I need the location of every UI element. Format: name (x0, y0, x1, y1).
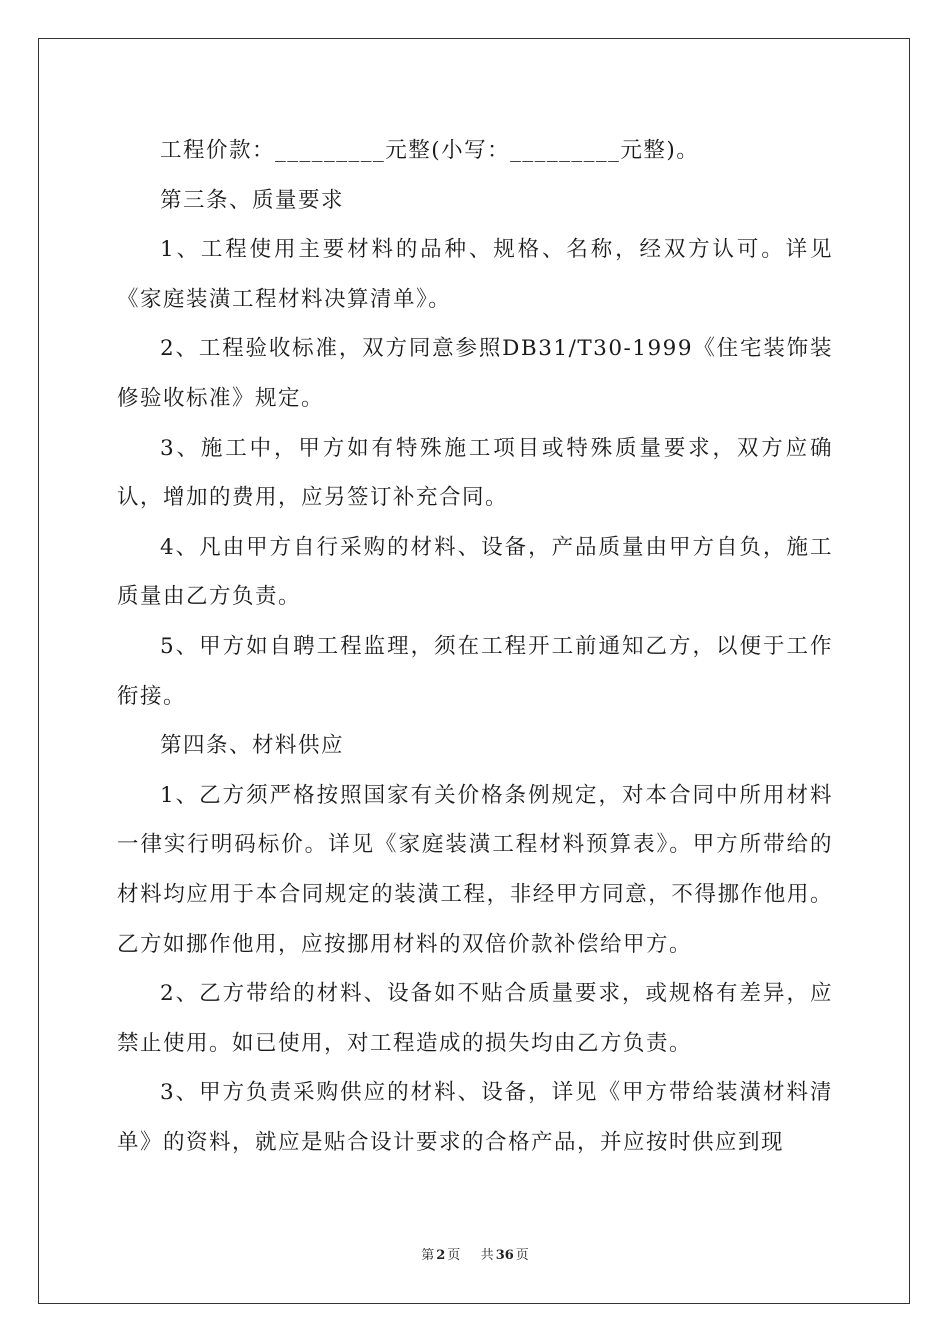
heading-article-3: 第三条、质量要求 (160, 187, 345, 213)
paragraph-3-1: 1、工程使用主要材料的品种、规格、名称，经双方认可。详见《家庭装潢工程材料决算清单》。 (117, 237, 833, 312)
paragraph-3-3: 3、施工中，甲方如有特殊施工项目或特殊质量要求，双方应确认，增加的费用，应另签订补充合同。 (117, 435, 833, 511)
paragraph-4-2: 2、乙方带给的材料、设备如不贴合质量要求，或规格有差异，应禁止使用。如已使用，对工程造成的损失均由乙方负责。 (117, 981, 833, 1056)
page-footer (0, 1244, 950, 1263)
paragraph-4-1: 1、乙方须严格按照国家有关价格条例规定，对本合同中所用材料一律实行明码标价。详见《家庭装潢工程材料预算表》。甲方所带给的材料均应用于本合同规定的装潢工程，非经甲方同意，不得挪作他用。乙方如挪作他用，应按挪用材料的双倍价款补偿给甲方。 (117, 782, 833, 957)
paragraph-4-3: 3、甲方负责采购供应的材料、设备，详见《甲方带给装潢材料清单》的资料，就应是贴合设计要求的合格产品，并应按时供应到现 (117, 1080, 833, 1155)
paragraph-3-5: 5、甲方如自聘工程监理，须在工程开工前通知乙方，以便于工作衔接。 (117, 633, 833, 709)
paragraph-price: 工程价款：_________元整(小写：_________元整)。 (160, 138, 700, 163)
heading-article-4: 第四条、材料供应 (160, 733, 345, 759)
paragraph-3-2: 2、工程验收标准，双方同意参照DB31/T30-1999《住宅装饰装修验收标准》规定。 (117, 336, 833, 411)
page-total: 共 36 页 (480, 1248, 529, 1263)
paragraph-3-4: 4、凡由甲方自行采购的材料、设备，产品质量由甲方自负，施工质量由乙方负责。 (117, 534, 833, 610)
page-number: 第 2 页 (421, 1248, 461, 1263)
document-body (117, 126, 833, 1167)
